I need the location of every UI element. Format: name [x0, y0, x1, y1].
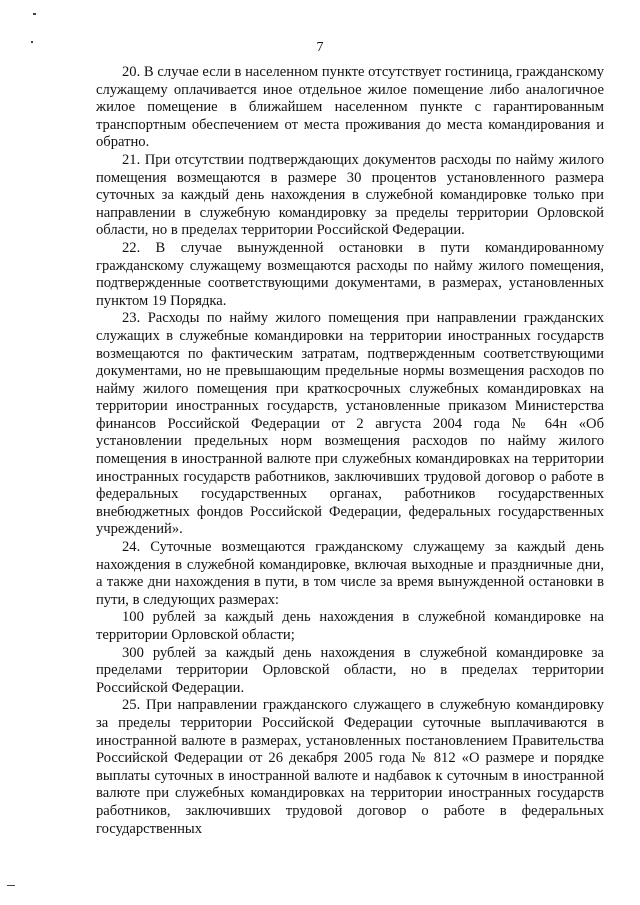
paragraph-23: 23. Расходы по найму жилого помещения при направлении гражданских служащих в служебные командировки на территории иностранных государств возмещаются по фактическим затратам, подтвержденным соответствующими документами, но не превышающим предельные нормы возмещения расходов по найму жилого помещения при краткосрочных служебных командировках на территории иностранных государств, установленные приказом Министерства финансов Российской Федерации от 2 августа 2004 года № 64н «Об установлении предельных норм возмещения расходов по найму жилого помещения в иностранной валюте при служебных командировках на территории иностранных государств работников, заключивших трудовой договор о работе в федеральных государственных органах, работников государственных внебюджетных фондов Российской Федерации, федеральных государственных учреждений». [96, 310, 604, 538]
paragraph-21: 21. При отсутствии подтверждающих документов расходы по найму жилого помещения возмещаются в размере 30 процентов установленного размера суточных за каждый день нахождения в служебной командировке только при направлении в служебную командировку за пределы территории Орловской области, но в пределах территории Российской Федерации. [96, 151, 604, 239]
scan-speck [33, 13, 36, 15]
paragraph-20: 20. В случае если в населенном пункте отсутствует гостиница, гражданскому служащему оплачивается иное отдельное жилое помещение либо аналогичное жилое помещение в ближайшем населенном пункте с гарантированным транспортным обеспечением от места проживания до места командирования и обратно. [96, 64, 604, 151]
paragraph-24-rate-oryol: 100 рублей за каждый день нахождения в служебной командировке на территории Орловской области; [96, 609, 604, 643]
paragraph-25: 25. При направлении гражданского служащего в служебную командировку за пределы территории Российской Федерации суточные выплачиваются в иностранной валюте в размерах, установленных постановлением Правительства Российской Федерации от 26 декабря 2005 года № 812 «О размере и порядке выплаты суточных в иностранной валюте и надбавок к суточным в иностранной валюте при служебных командировках на территории иностранных государств работников, заключивших трудовой договор о работе в федеральных государственных [96, 697, 604, 837]
paragraph-22: 22. В случае вынужденной остановки в пути командированному гражданскому служащему возмещаются расходы по найму жилого помещения, подтвержденные соответствующими документами, в размерах, установленных пунктом 19 Порядка. [96, 239, 604, 309]
scan-speck [7, 885, 15, 886]
page-number: 7 [316, 40, 324, 55]
paragraph-24: 24. Суточные возмещаются гражданскому служащему за каждый день нахождения в служебной командировке, включая выходные и праздничные дни, а также дни нахождения в пути, в том числе за время вынужденной остановки в пути, в следующих размерах: [96, 539, 604, 608]
paragraph-24-rate-russia: 300 рублей за каждый день нахождения в служебной командировке за пределами территории Орловской области, но в пределах территории Российской Федерации. [96, 644, 604, 696]
body-text [96, 64, 604, 838]
